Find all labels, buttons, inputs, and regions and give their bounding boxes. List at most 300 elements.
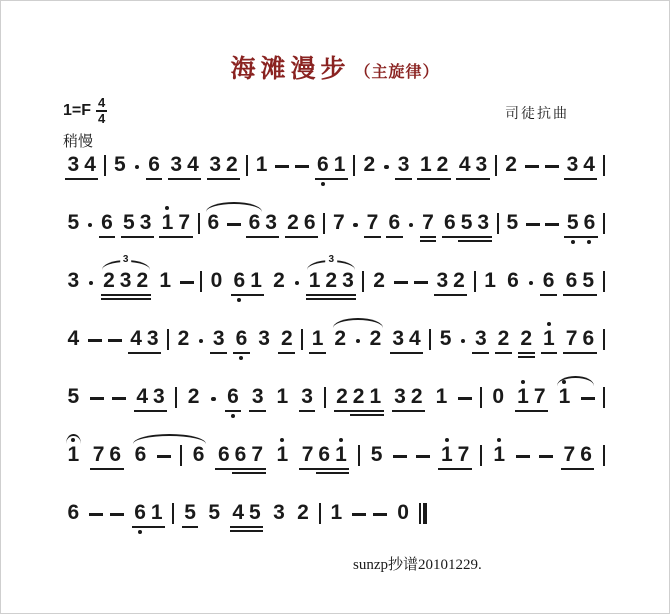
- note-digit: 7: [299, 444, 316, 466]
- dash-extension: [110, 513, 124, 516]
- beat-group: [437, 328, 454, 350]
- barline: [474, 271, 476, 292]
- note-digit: 3: [392, 386, 409, 408]
- beat-group: [564, 212, 597, 234]
- beat-group: [525, 165, 539, 176]
- beat-group: [503, 154, 520, 176]
- note-digit: 6: [192, 443, 205, 466]
- note-digit: 3: [475, 212, 492, 234]
- slur-arc: [333, 318, 383, 328]
- beat-group: [215, 444, 265, 466]
- beat-group: [386, 212, 403, 234]
- note-digit: 5: [370, 443, 383, 466]
- beat-group: [505, 270, 522, 292]
- beat-group: [128, 328, 161, 350]
- note-digit: 7: [176, 212, 193, 234]
- note-digit: 1: [274, 444, 291, 466]
- note-digit: 5: [580, 270, 597, 292]
- beat-group: [294, 281, 301, 293]
- beat-group: [367, 328, 384, 350]
- barline: [480, 445, 482, 466]
- beat-group: [190, 444, 207, 466]
- augmentation-dot: [384, 165, 389, 170]
- beat-group: [393, 455, 407, 466]
- beat-group: [355, 339, 362, 351]
- dash-extension: [112, 397, 126, 400]
- beat-group: [416, 455, 430, 466]
- beat-group: [180, 445, 182, 466]
- octave-dot-high: [521, 380, 525, 384]
- beat-group: [90, 397, 104, 408]
- beat-group: [299, 386, 316, 408]
- dash-extension: [90, 397, 104, 400]
- beat-group: [90, 444, 123, 466]
- beat-group: [271, 502, 288, 524]
- beat-group: [315, 154, 348, 176]
- note-digit: 6: [540, 270, 557, 292]
- dash-extension: [227, 223, 241, 226]
- beat-group: [495, 328, 512, 350]
- beat-group: [299, 444, 349, 466]
- beat-group: [414, 281, 428, 292]
- augmentation-dot: [295, 281, 300, 286]
- beat-group: [253, 154, 270, 176]
- piece-subtitle: （主旋律）: [354, 64, 440, 81]
- note-digit: 1: [276, 385, 289, 408]
- beat-group: [472, 328, 489, 350]
- beat-group: [358, 445, 360, 466]
- note-digit: 1: [541, 328, 558, 350]
- note-digit: 2: [187, 385, 200, 408]
- beat-group: [495, 155, 497, 176]
- augmentation-dot: [353, 223, 358, 228]
- note-digit: 1: [367, 386, 384, 408]
- beat-group: [419, 503, 427, 524]
- beat-group: [172, 503, 174, 524]
- note-digit: 5: [121, 212, 138, 234]
- note-digit: 1: [417, 154, 434, 176]
- octave-dot-low: [321, 182, 325, 186]
- note-digit: 4: [82, 154, 99, 176]
- beat-group: [526, 223, 540, 234]
- rest-note: 0: [397, 501, 409, 524]
- note-digit: 3: [137, 212, 154, 234]
- note-digit: 5: [458, 212, 475, 234]
- notation-line: [65, 384, 605, 408]
- note-digit: 1: [515, 386, 532, 408]
- beat-group: [101, 270, 151, 292]
- beat-group: [134, 386, 167, 408]
- beat-group: [603, 213, 605, 234]
- octave-dot-low: [571, 240, 575, 244]
- note-digit: 5: [247, 502, 264, 524]
- note-digit: 2: [373, 269, 385, 292]
- beat-group: [278, 328, 295, 350]
- note-digit: 3: [258, 327, 270, 350]
- barline: [175, 387, 177, 408]
- barline: [603, 271, 605, 292]
- note-digit: 2: [134, 270, 151, 292]
- note-digit: 7: [531, 386, 548, 408]
- beat-group: [564, 154, 597, 176]
- triplet-number: 3: [325, 254, 337, 265]
- note-digit: 4: [230, 502, 247, 524]
- beat-group: [89, 513, 103, 524]
- beat-group: [420, 212, 437, 234]
- note-digit: 3: [117, 270, 134, 292]
- beat-group: [352, 223, 359, 235]
- beat-group: [556, 386, 573, 408]
- beat-group: [324, 387, 326, 408]
- beat-group: [306, 270, 356, 292]
- beat-group: [157, 270, 174, 292]
- beat-group: [132, 502, 165, 524]
- beat-group: [541, 328, 558, 350]
- beat-group: [274, 444, 291, 466]
- notation-line: [65, 210, 605, 234]
- octave-dot-high: [280, 438, 284, 442]
- octave-dot-low: [587, 240, 591, 244]
- note-digit: 7: [90, 444, 107, 466]
- note-digit: 1: [330, 501, 343, 524]
- note-digit: 2: [363, 153, 376, 176]
- beat-group: [198, 213, 200, 234]
- beat-group: [482, 270, 499, 292]
- beat-group: [65, 502, 82, 524]
- rest-note: 0: [492, 385, 505, 408]
- note-digit: 1: [333, 444, 350, 466]
- note-digit: 3: [472, 328, 489, 350]
- beat-group: [180, 281, 194, 292]
- dash-extension: [516, 455, 530, 458]
- beat-group: [332, 328, 349, 350]
- beat-group: [438, 444, 471, 466]
- beat-group: [540, 270, 557, 292]
- note-digit: 6: [232, 444, 249, 466]
- beat-group: [433, 386, 450, 408]
- beat-group: [480, 387, 482, 408]
- slur-arc: [557, 376, 594, 386]
- note-digit: 2: [505, 153, 517, 176]
- beat-group: [225, 386, 242, 408]
- note-digit: 7: [249, 444, 266, 466]
- note-digit: 3: [395, 154, 412, 176]
- dash-extension: [545, 223, 559, 226]
- triplet-number: 3: [120, 254, 132, 265]
- note-digit: 5: [113, 153, 126, 176]
- beat-group: [364, 212, 381, 234]
- beat-group: [108, 339, 122, 350]
- beat-group: [65, 212, 82, 234]
- note-digit: 2: [518, 328, 535, 350]
- beat-group: [603, 329, 605, 350]
- beat-group: [233, 328, 250, 350]
- notation-line: [65, 152, 605, 176]
- beat-group: [208, 270, 225, 292]
- beat-group: [581, 397, 595, 408]
- barline: [246, 155, 248, 176]
- note-digit: 3: [299, 386, 316, 408]
- beat-group: [361, 154, 378, 176]
- dash-extension: [180, 281, 194, 284]
- beat-group: [561, 444, 594, 466]
- beat-group: [301, 329, 303, 350]
- octave-dot-low: [138, 530, 142, 534]
- beat-group: [249, 386, 266, 408]
- barline: [603, 155, 605, 176]
- note-digit: 6: [386, 212, 403, 234]
- beat-group: [230, 502, 263, 524]
- octave-dot-low: [231, 414, 235, 418]
- barline: [323, 213, 325, 234]
- note-digit: 2: [273, 269, 285, 292]
- note-digit: 4: [134, 386, 151, 408]
- beat-group: [456, 154, 489, 176]
- beat-group: [528, 281, 535, 293]
- note-digit: 2: [350, 386, 367, 408]
- note-digit: 5: [208, 501, 220, 524]
- note-digit: 7: [420, 212, 437, 234]
- beat-group: [88, 339, 102, 350]
- note-digit: 6: [301, 212, 318, 234]
- barline: [480, 387, 482, 408]
- barline: [429, 329, 431, 350]
- beat-group: [132, 444, 149, 466]
- beat-group: [434, 270, 467, 292]
- beat-group: [328, 502, 345, 524]
- augmentation-dot: [89, 281, 94, 286]
- barline: [358, 445, 360, 466]
- beat-group: [65, 270, 82, 292]
- augmentation-dot: [211, 397, 216, 402]
- beat-group: [210, 397, 217, 409]
- beat-group: [458, 397, 472, 408]
- note-digit: 3: [144, 328, 161, 350]
- beat-group: [271, 270, 288, 292]
- beat-group: [134, 165, 141, 177]
- note-digit: 5: [506, 211, 519, 234]
- beat-group: [545, 165, 559, 176]
- note-digit: 6: [231, 270, 248, 292]
- composer-credit: 司徒抗曲: [505, 107, 569, 122]
- note-digit: 5: [67, 385, 80, 408]
- beat-group: [110, 513, 124, 524]
- note-digit: 3: [273, 501, 285, 524]
- barline: [180, 445, 182, 466]
- barline: [495, 155, 497, 176]
- key-signature: [63, 97, 107, 125]
- note-digit: 6: [233, 328, 250, 350]
- beat-group: [460, 339, 467, 351]
- beat-group: [539, 455, 553, 466]
- tempo-marking: 稍慢: [63, 134, 94, 150]
- note-digit: 1: [255, 153, 268, 176]
- note-digit: 6: [146, 154, 163, 176]
- beat-group: [408, 223, 415, 235]
- notation-line: [65, 500, 427, 524]
- beat-group: [88, 281, 95, 293]
- octave-dot-low: [237, 298, 241, 302]
- note-digit: 5: [439, 327, 452, 350]
- beat-group: [65, 328, 82, 350]
- note-digit: 6: [215, 444, 232, 466]
- note-digit: 7: [364, 212, 381, 234]
- piece-title: 海滩漫步: [230, 56, 351, 83]
- beat-group: [175, 387, 177, 408]
- note-digit: 7: [561, 444, 578, 466]
- barline: [319, 503, 321, 524]
- title-row: [1, 49, 669, 85]
- note-digit: 3: [67, 269, 80, 292]
- slur-arc: [206, 202, 262, 212]
- beat-group: [65, 154, 98, 176]
- beat-group: [515, 386, 548, 408]
- note-digit: 3: [473, 154, 490, 176]
- beat-group: [490, 386, 507, 408]
- beat-group: [146, 154, 163, 176]
- beat-group: [603, 445, 605, 466]
- dash-extension: [416, 455, 430, 458]
- note-digit: 2: [177, 327, 190, 350]
- beat-group: [563, 328, 596, 350]
- beat-group: [352, 513, 366, 524]
- note-digit: 1: [491, 444, 508, 466]
- barline: [603, 213, 605, 234]
- note-digit: 2: [369, 327, 382, 350]
- dash-extension: [581, 397, 595, 400]
- barline: [603, 445, 605, 466]
- note-digit: 3: [168, 154, 185, 176]
- augmentation-dot: [529, 281, 534, 286]
- note-digit: 2: [278, 328, 295, 350]
- augmentation-dot: [199, 339, 204, 344]
- beat-group: [371, 270, 388, 292]
- note-digit: 1: [556, 386, 573, 408]
- note-digit: 1: [148, 502, 165, 524]
- beat-group: [295, 165, 309, 176]
- beat-group: [603, 155, 605, 176]
- beat-group: [182, 502, 199, 524]
- beat-group: [198, 339, 205, 351]
- augmentation-dot: [135, 165, 140, 170]
- note-digit: 1: [159, 269, 172, 292]
- barline: [497, 213, 499, 234]
- beat-group: [159, 212, 192, 234]
- beat-group: [309, 328, 326, 350]
- note-digit: 1: [438, 444, 455, 466]
- note-digit: 3: [249, 386, 266, 408]
- note-digit: 7: [332, 211, 345, 234]
- note-digit: 6: [134, 443, 147, 466]
- note-digit: 2: [297, 501, 309, 524]
- octave-dot-high: [339, 438, 343, 442]
- note-digit: 7: [455, 444, 472, 466]
- beat-group: [373, 513, 387, 524]
- beat-group: [175, 328, 192, 350]
- note-digit: 6: [132, 502, 149, 524]
- dash-extension: [539, 455, 553, 458]
- barline: [200, 271, 202, 292]
- beat-group: [480, 445, 482, 466]
- beat-group: [207, 154, 240, 176]
- dash-extension: [88, 339, 102, 342]
- beat-group: [246, 155, 248, 176]
- beat-group: [491, 444, 508, 466]
- time-signature: [96, 97, 107, 125]
- beat-group: [603, 271, 605, 292]
- beat-group: [167, 329, 169, 350]
- meter-numerator: 4: [98, 95, 106, 110]
- beat-group: [563, 270, 596, 292]
- barline: [301, 329, 303, 350]
- beat-group: [429, 329, 431, 350]
- note-digit: 4: [185, 154, 202, 176]
- beat-group: [319, 503, 321, 524]
- note-digit: 5: [67, 211, 80, 234]
- augmentation-dot: [88, 223, 93, 228]
- beat-group: [275, 165, 289, 176]
- meter-denominator: 4: [98, 111, 106, 126]
- slur-arc: [66, 434, 81, 444]
- beat-group: [353, 155, 355, 176]
- dash-extension: [394, 281, 408, 284]
- dash-extension: [393, 455, 407, 458]
- beat-group: [121, 212, 154, 234]
- beat-group: [395, 502, 412, 524]
- octave-dot-high: [497, 438, 501, 442]
- beat-group: [504, 212, 521, 234]
- note-digit: 1: [309, 328, 326, 350]
- note-digit: 1: [484, 269, 496, 292]
- note-digit: 7: [563, 328, 580, 350]
- beat-group: [285, 212, 318, 234]
- dash-extension: [373, 513, 387, 516]
- beat-group: [205, 212, 222, 234]
- note-digit: 2: [101, 270, 118, 292]
- barline: [603, 329, 605, 350]
- beat-group: [185, 386, 202, 408]
- beat-group: [442, 212, 492, 234]
- note-digit: 6: [67, 501, 80, 524]
- dash-extension: [275, 165, 289, 168]
- transcriber-note: sunzp抄谱20101229.: [353, 557, 482, 573]
- dash-extension: [352, 513, 366, 516]
- beat-group: [200, 271, 202, 292]
- barline: [353, 155, 355, 176]
- beat-group: [168, 154, 201, 176]
- note-digit: 6: [507, 269, 519, 292]
- octave-dot-high: [445, 438, 449, 442]
- note-digit: 6: [316, 444, 333, 466]
- score: [65, 152, 605, 558]
- note-digit: 3: [564, 154, 581, 176]
- beat-group: [392, 386, 425, 408]
- note-digit: 2: [285, 212, 302, 234]
- dash-extension: [526, 223, 540, 226]
- octave-dot-low: [239, 356, 243, 360]
- barline: [603, 387, 605, 408]
- note-digit: 4: [128, 328, 145, 350]
- note-digit: 6: [580, 328, 597, 350]
- dash-extension: [545, 165, 559, 168]
- key-label: 1=F: [63, 102, 92, 119]
- barline: [198, 213, 200, 234]
- beat-group: [516, 455, 530, 466]
- beat-group: [104, 155, 106, 176]
- note-digit: 2: [495, 328, 512, 350]
- note-digit: 3: [390, 328, 407, 350]
- beat-group: [65, 386, 82, 408]
